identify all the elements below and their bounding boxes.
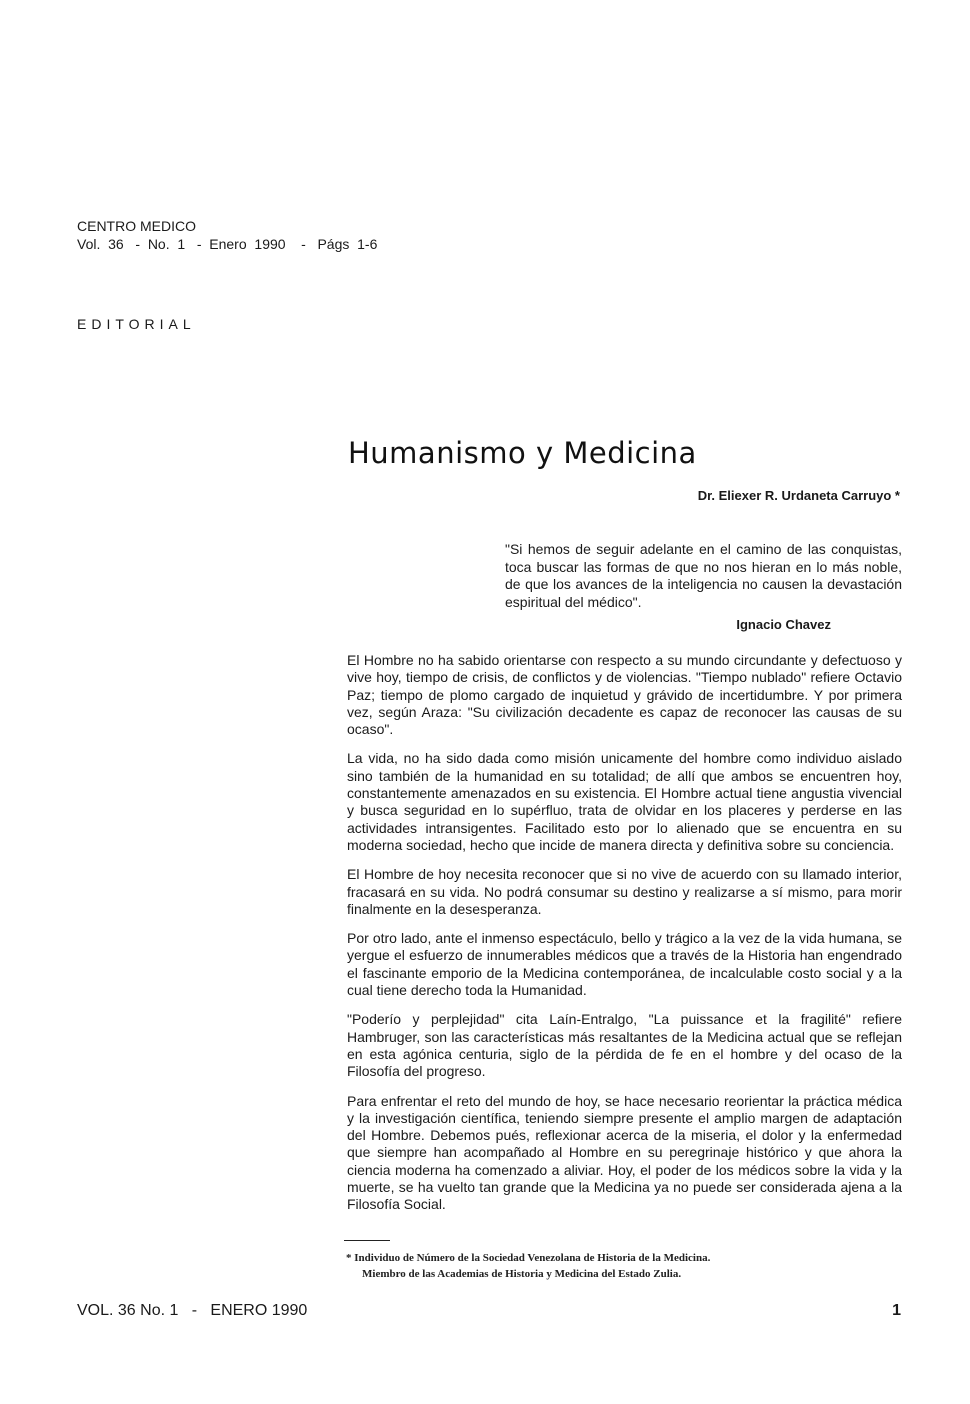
footnote-line-2: Miembro de las Academias de Historia y Medicina del Estado Zulia. (362, 1268, 682, 1280)
body-paragraph: El Hombre no ha sabido orientarse con respecto a su mundo circundante y defectuoso y vive hoy, tiempo de crisis, de conflictos y de violencias. "Tiempo nublado" refiere Octavio Paz; tiempo de plomo cargado de inquietud y grávido de incertidumbre. Y por primera vez, según Araza: "Su civilización decadente es capaz de reconocer las causas de su ocaso". (347, 652, 902, 738)
body-paragraph: Para enfrentar el reto del mundo de hoy, se hace necesario reorientar la práctica médica y la investigación científica, teniendo siempre presente el amplio margen de adaptación del Hombre. Debemos pués, reflexionar acerca de la miseria, el dolor y la enfermedad que siempre han acompañado al Hombre en su peregrinaje histórico y que ahora la ciencia moderna ha comenzado a aliviar. Hoy, el poder de los médicos sobre la vida y la muerte, se ha vuelto tan grande que la Medicina ya no puede ser considerada ajena a la Filosofía Social. (347, 1092, 902, 1213)
footnote-line-1: * Individuo de Número de la Sociedad Venezolana de Historia de la Medicina. (346, 1252, 711, 1264)
article-author: Dr. Eliexer R. Urdaneta Carruyo * (697, 488, 900, 503)
footnote-divider (344, 1240, 390, 1241)
section-label: EDITORIAL (77, 316, 196, 332)
article-body (347, 652, 902, 1226)
journal-name: CENTRO MEDICO (77, 218, 196, 234)
volume-issue-line: Vol. 36 - No. 1 - Enero 1990 - Págs 1-6 (77, 236, 378, 252)
body-paragraph: Por otro lado, ante el inmenso espectáculo, bello y trágico a la vez de la vida humana, se yergue el esfuerzo de innumerables médicos que a través de la Historia han engendrado el fascinante emporio de la Medicina contemporánea, de incalculable costo social y a la cual tiene derecho toda la Humanidad. (347, 930, 902, 999)
epigraph-author: Ignacio Chavez (736, 617, 831, 632)
epigraph-quote: "Si hemos de seguir adelante en el camino de las conquistas, toca buscar las formas de que no nos hieran en lo más noble, de que los avances de la inteligencia no causen la devastación espiritual del médico". (505, 541, 902, 610)
body-paragraph: La vida, no ha sido dada como misión unicamente del hombre como individuo aislado sino también de la humanidad en su totalidad; de allí que ambos se encuentren hoy, constantemente amenazados en su existencia. El Hombre actual tiene angustia vivencial y busca seguridad en lo supérfluo, trata de olvidar en los placeres y perderse en las actividades intransigentes. Facilitado esto por lo alienado que se encuentra en su moderna sociedad, hecho que incide de manera directa y definitiva sobre su conciencia. (347, 750, 902, 853)
article-title: Humanismo y Medicina (348, 436, 697, 470)
page-number: 1 (892, 1302, 901, 1319)
body-paragraph: El Hombre de hoy necesita reconocer que si no vive de acuerdo con su llamado interior, fracasará en su vida. No podrá consumar su destino y realizarse a sí mismo, para morir finalmente en la desesperanza. (347, 866, 902, 917)
footer-volume: VOL. 36 No. 1 - ENERO 1990 (77, 1302, 308, 1319)
body-paragraph: "Poderío y perplejidad" cita Laín-Entralgo, "La puissance et la fragilité" refiere Hambruger, son las características más resaltantes de la Medicina actual que se reflejan en esta agónica centuria, siglo de la pérdida de fe en el hombre y del ocaso de la Filosofía del progreso. (347, 1011, 902, 1080)
footnote (346, 1250, 886, 1282)
